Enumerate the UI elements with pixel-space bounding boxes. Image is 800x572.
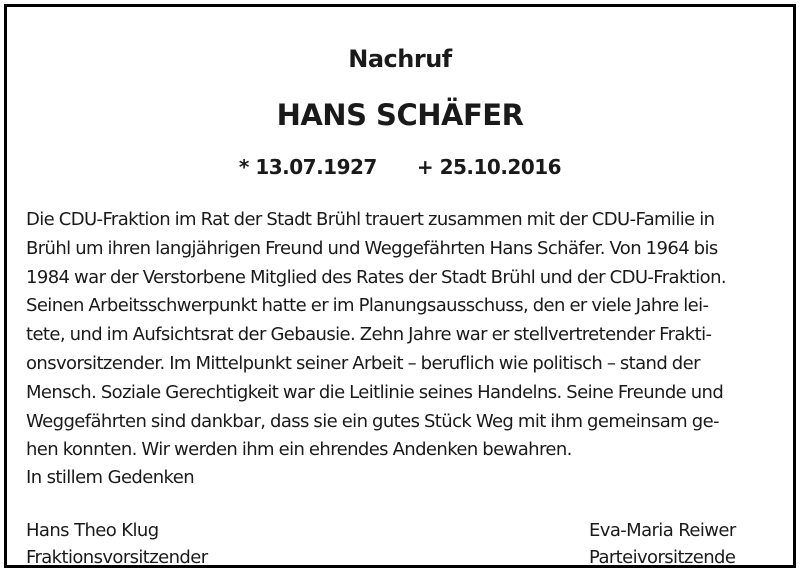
- signatory-role: Fraktionsvorsitzender: [26, 547, 208, 568]
- deceased-name: HANS SCHÄFER: [276, 98, 524, 132]
- notice-heading: Nachruf: [348, 45, 452, 73]
- death-date: + 25.10.2016: [416, 155, 562, 179]
- body-line: Weggefährten sind dankbar, dass sie ein gutes Stück Weg mit ihm gemeinsam ge-: [26, 410, 719, 432]
- signatory-name: Eva-Maria Reiwer: [589, 520, 736, 541]
- body-line: onsvorsitzender. Im Mittelpunkt seiner Arbeit – beruflich wie politisch – stand der: [26, 352, 700, 374]
- signatory-name: Hans Theo Klug: [26, 520, 159, 541]
- birth-date: * 13.07.1927: [238, 155, 377, 179]
- obituary-frame: [4, 4, 796, 568]
- signatory-right: [589, 517, 736, 571]
- body-line: hen konnten. Wir werden ihm ein ehrendes Andenken bewahren.: [26, 439, 572, 461]
- signatory-role: Parteivorsitzende: [589, 547, 736, 568]
- body-line: Die CDU-Fraktion im Rat der Stadt Brühl trauert zusammen mit der CDU-Familie in: [26, 209, 715, 230]
- body-line: Brühl um ihren langjährigen Freund und Weggefährten Hans Schäfer. Von 1964 bis: [26, 237, 718, 259]
- body-line: 1984 war der Verstorbene Mitglied des Rates der Stadt Brühl und der CDU-Fraktion.: [26, 266, 726, 288]
- life-dates: [7, 155, 793, 179]
- signatory-left: [26, 517, 208, 571]
- obituary-body: [26, 206, 786, 465]
- closing-phrase: In stillem Gedenken: [26, 467, 195, 488]
- body-line: Mensch. Soziale Gerechtigkeit war die Leitlinie seines Handelns. Seine Freunde und: [26, 381, 724, 403]
- body-line: Seinen Arbeitsschwerpunkt hatte er im Planungsausschuss, den er viele Jahre lei-: [26, 295, 709, 317]
- body-line: tete, und im Aufsichtsrat der Gebausie. Zehn Jahre war er stellvertretender Frakti-: [26, 324, 712, 346]
